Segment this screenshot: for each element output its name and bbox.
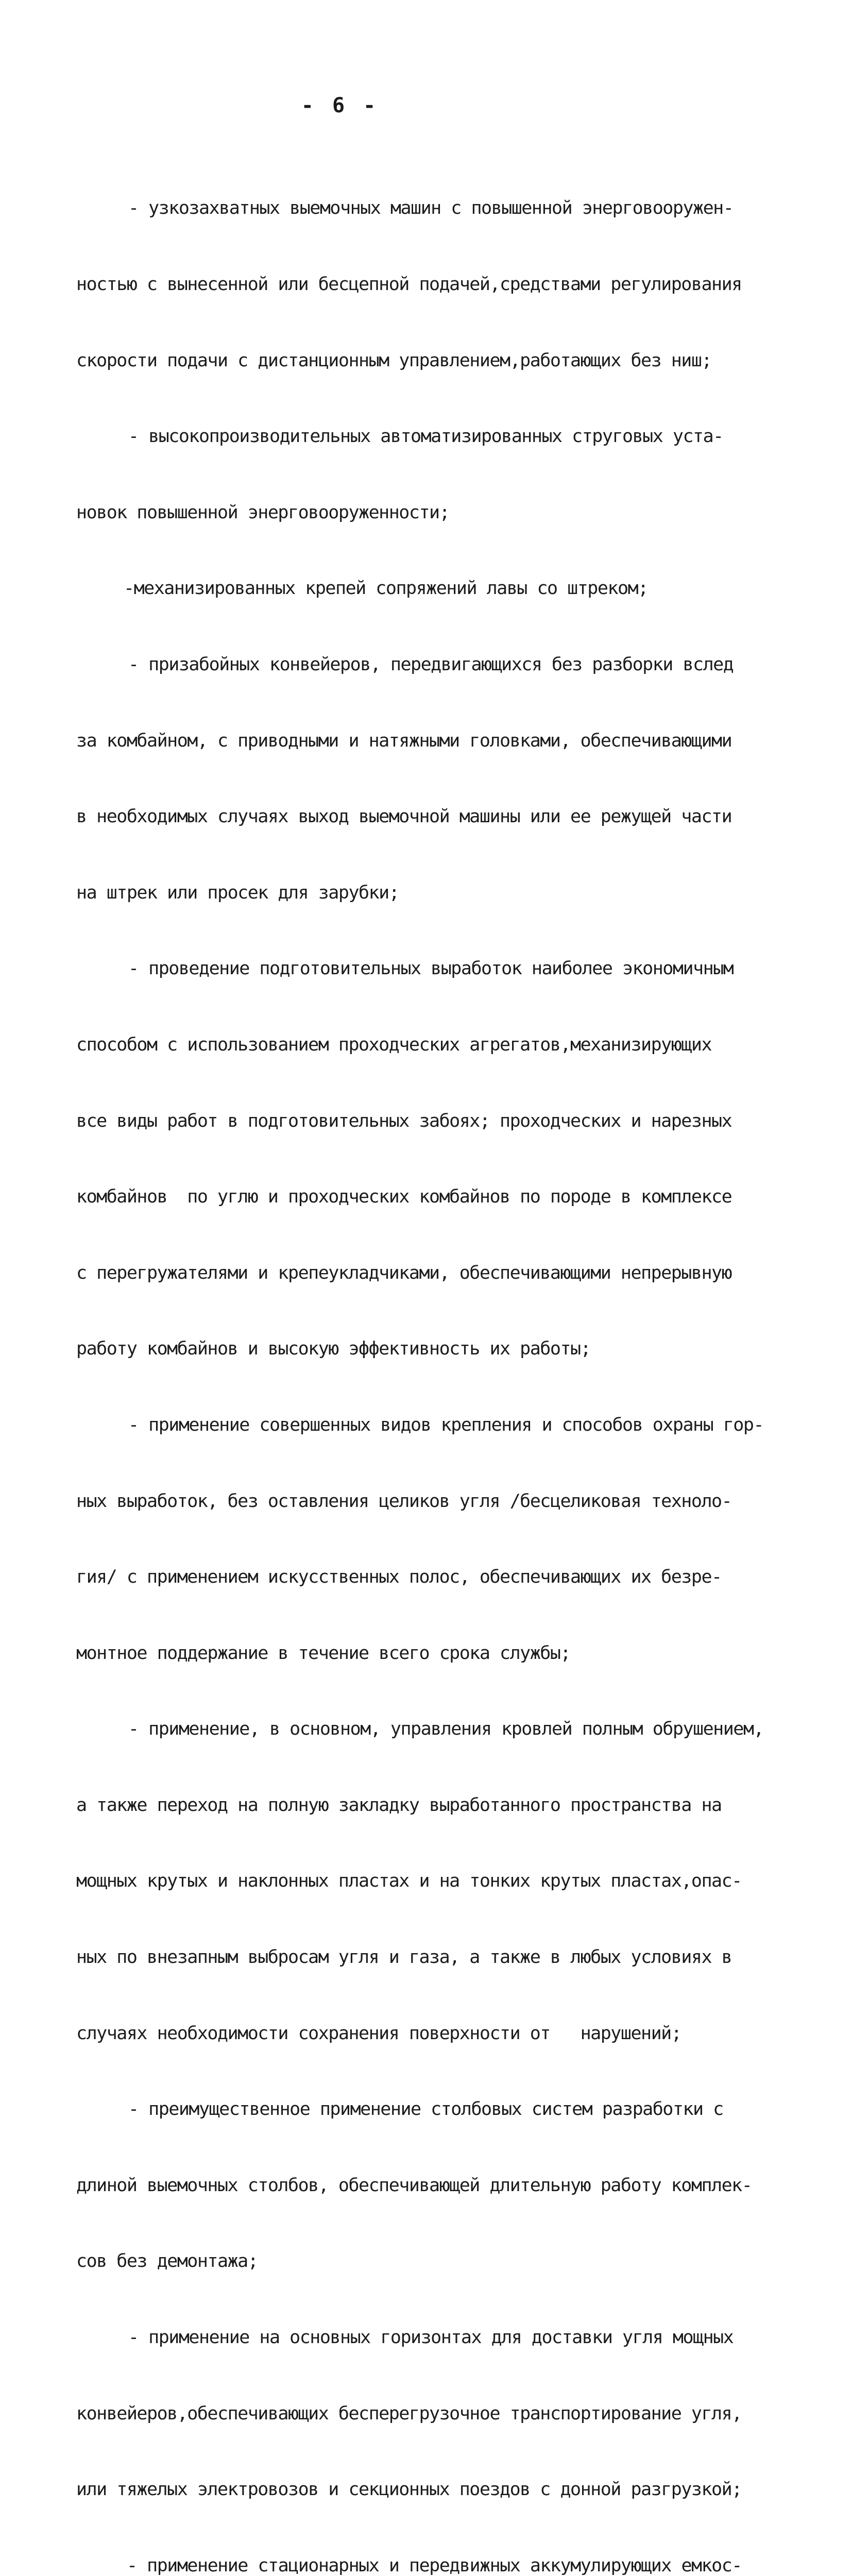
text-line: на штрек или просек для зарубки;: [76, 882, 399, 903]
text-line: - применение стационарных и передвижных аккумулирующих емкос-: [127, 2555, 742, 2576]
text-line: в необходимых случаях выход выемочной машины или ее режущей части: [76, 806, 732, 827]
text-line: способом с использованием проходческих агрегатов,механизирующих: [76, 1034, 712, 1055]
text-line: - проведение подготовительных выработок наиболее экономичным: [128, 958, 734, 979]
text-line: скорости подачи с дистанционным управлением,работающих без ниш;: [76, 350, 712, 371]
text-line: - узкозахватных выемочных машин с повышенной энерговооружен-: [128, 198, 734, 219]
text-line: гия/ с применением искусственных полос, обеспечивающих их безре-: [76, 1567, 722, 1588]
text-line: все виды работ в подготовительных забоях; проходческих и нарезных: [76, 1110, 732, 1131]
text-line: комбайнов по углю и проходческих комбайнов по породе в комплексе: [76, 1187, 732, 1208]
text-line: - призабойных конвейеров, передвигающихся без разборки вслед: [128, 654, 734, 675]
document-body: [76, 145, 797, 2576]
text-line: за комбайном, с приводными и натяжными головками, обеспечивающими: [76, 730, 732, 751]
text-line: -механизированных крепей сопряжений лавы со штреком;: [124, 578, 648, 599]
text-line: монтное поддержание в течение всего срока службы;: [76, 1642, 571, 1664]
text-line: ных выработок, без оставления целиков угля /бесцеликовая техноло-: [76, 1490, 732, 1512]
text-line: с перегружателями и крепеукладчиками, обеспечивающими непрерывную: [76, 1262, 732, 1283]
text-line: - применение совершенных видов крепления и способов охраны гор-: [128, 1414, 764, 1435]
text-line: или тяжелых электровозов и секционных поездов с донной разгрузкой;: [76, 2479, 742, 2500]
text-line: работу комбайнов и высокую эффективность их работы;: [76, 1338, 591, 1360]
text-line: - высокопроизводительных автоматизированных струговых уста-: [128, 426, 723, 447]
text-line: сов без демонтажа;: [76, 2251, 258, 2272]
text-line: ных по внезапным выбросам угля и газа, а также в любых условиях в: [76, 1947, 732, 1968]
text-line: а также переход на полную закладку выработанного пространства на: [76, 1794, 722, 1816]
text-line: мощных крутых и наклонных пластах и на тонких крутых пластах,опас-: [76, 1871, 742, 1892]
page-number: - 6 -: [301, 94, 379, 117]
text-line: - применение, в основном, управления кровлей полным обрушением,: [128, 1719, 764, 1740]
text-line: ностью с вынесенной или бесцепной подачей,средствами регулирования: [76, 274, 742, 295]
text-line: длиной выемочных столбов, обеспечивающей длительную работу комплек-: [76, 2175, 752, 2196]
text-line: - применение на основных горизонтах для доставки угля мощных: [128, 2327, 734, 2348]
text-line: случаях необходимости сохранения поверхности от нарушений;: [76, 2023, 681, 2044]
text-line: - преимущественное применение столбовых систем разработки с: [128, 2099, 723, 2120]
text-line: конвейеров,обеспечивающих бесперегрузочное транспортирование угля,: [76, 2403, 742, 2424]
text-line: новок повышенной энерговооруженности;: [76, 502, 450, 523]
